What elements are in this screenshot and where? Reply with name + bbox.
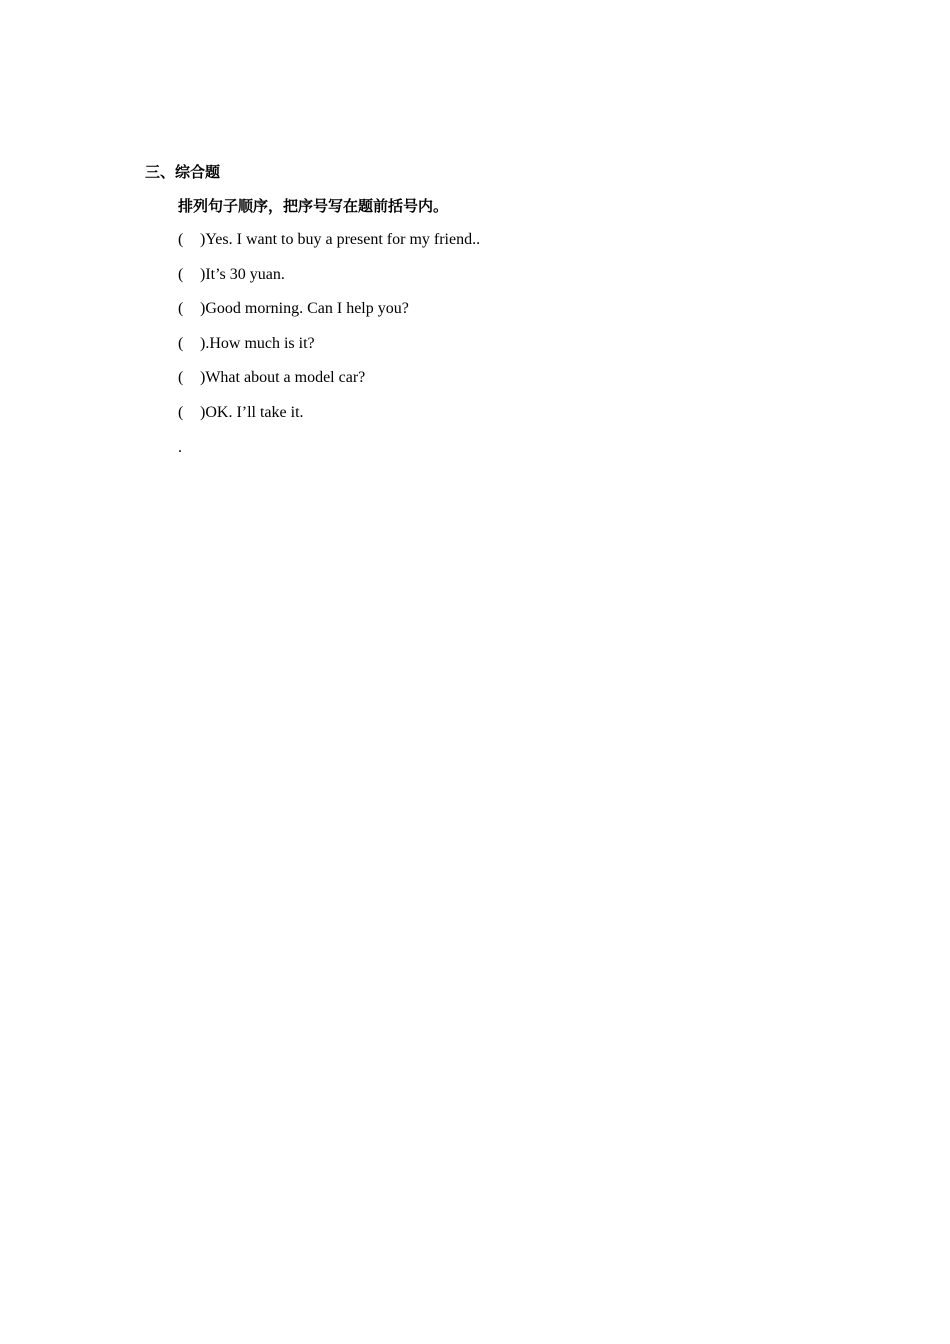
trailing-mark: . (178, 439, 182, 456)
sentence-item (178, 230, 480, 265)
sentence-text: )Yes. I want to buy a present for my friend.. (200, 231, 481, 248)
sentence-list (178, 230, 480, 438)
answer-blank: ( (178, 231, 184, 248)
sentence-item (178, 334, 480, 369)
sentence-text: )Good morning. Can I help you? (200, 300, 409, 318)
sentence-text: ).How much is it? (200, 334, 315, 352)
sentence-item (178, 368, 480, 403)
answer-blank: ( (178, 369, 184, 387)
answer-blank: ( (178, 334, 184, 352)
sentence-item (178, 265, 480, 300)
answer-blank: ( (178, 403, 184, 421)
sentence-item (178, 403, 480, 438)
section-heading: 三、综合题 (145, 163, 221, 181)
question-instruction: 排列句子顺序，把序号写在题前括号内。 (178, 197, 449, 215)
answer-blank: ( (178, 300, 184, 318)
sentence-text: )What about a model car? (200, 369, 366, 387)
answer-blank: ( (178, 265, 184, 283)
sentence-text: )It’s 30 yuan. (200, 265, 285, 283)
sentence-text: )OK. I’ll take it. (200, 403, 304, 421)
sentence-item (178, 299, 480, 334)
